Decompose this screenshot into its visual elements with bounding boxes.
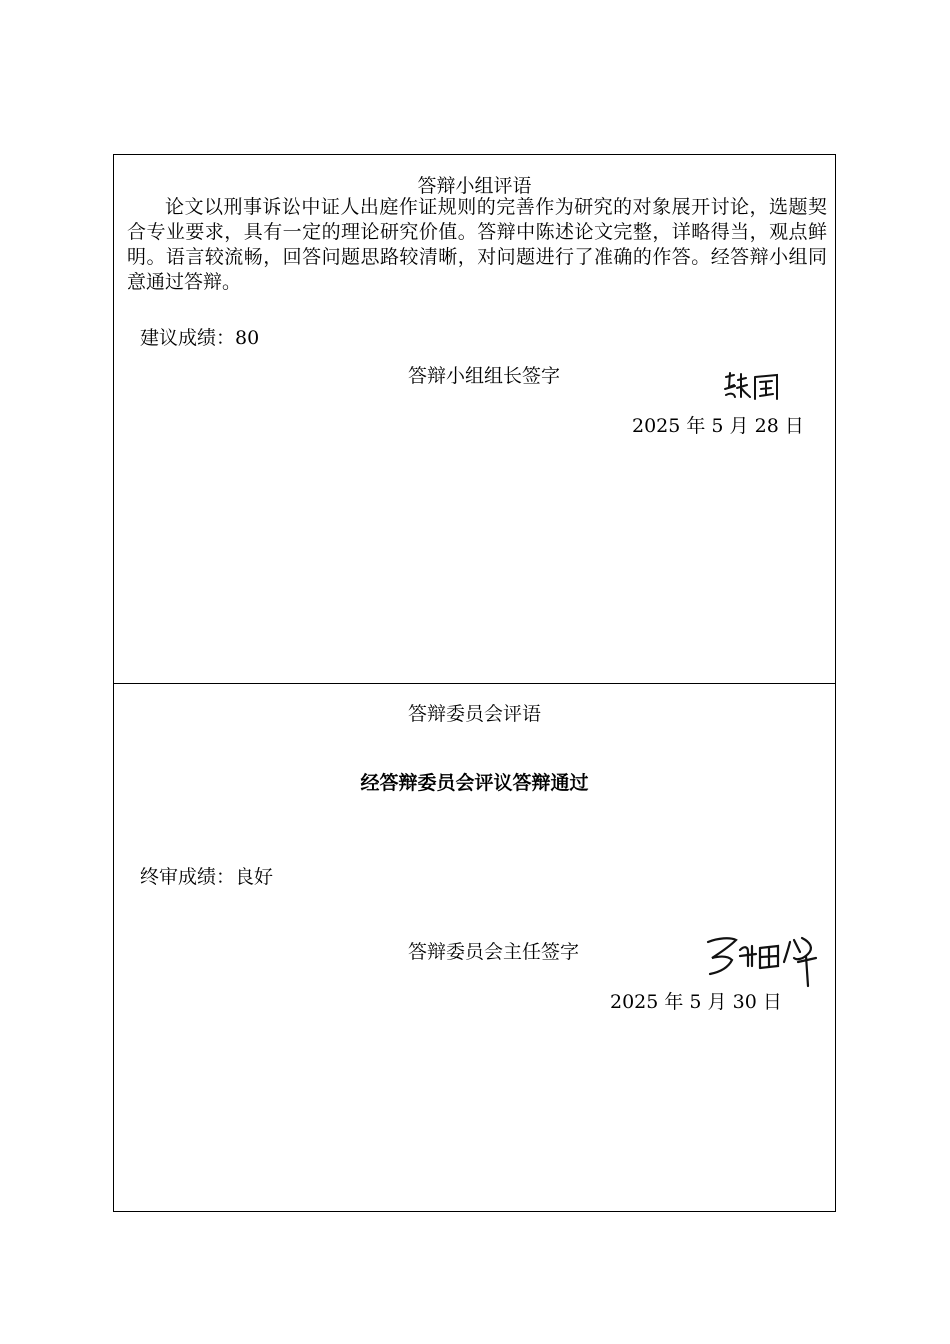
suggested-grade [140,323,259,350]
committee-chair-signature [704,932,830,990]
panel-comment-heading: 答辩小组评语 [417,175,532,197]
final-grade [140,862,273,889]
committee-date: 2025 年 5 月 30 日 [610,991,782,1013]
committee-chair-signature-label: 答辩委员会主任签字 [408,941,580,963]
committee-comment-section [114,684,835,1211]
suggested-grade-label: 建议成绩： [140,327,236,349]
defense-evaluation-form [113,154,836,1212]
panel-comment-text: 论文以刑事诉讼中证人出庭作证规则的完善作为研究的对象展开讨论，选题契合专业要求，具有一定的理论研究价值。答辩中陈述论文完整，详略得当，观点鲜明。语言较流畅，回答问题思路较清晰，对问题进行了准确的作答。经答辩小组同意通过答辩。 [127,196,827,293]
panel-leader-signature [722,371,786,403]
committee-verdict: 经答辩委员会评议答辩通过 [360,772,589,794]
final-grade-value: 良好 [235,866,274,888]
panel-comment-section [114,155,835,684]
panel-leader-signature-label: 答辩小组组长签字 [408,365,561,387]
committee-comment-heading: 答辩委员会评语 [407,703,541,725]
suggested-grade-value: 80 [235,327,260,349]
final-grade-label: 终审成绩： [140,866,236,888]
panel-date: 2025 年 5 月 28 日 [632,415,804,437]
